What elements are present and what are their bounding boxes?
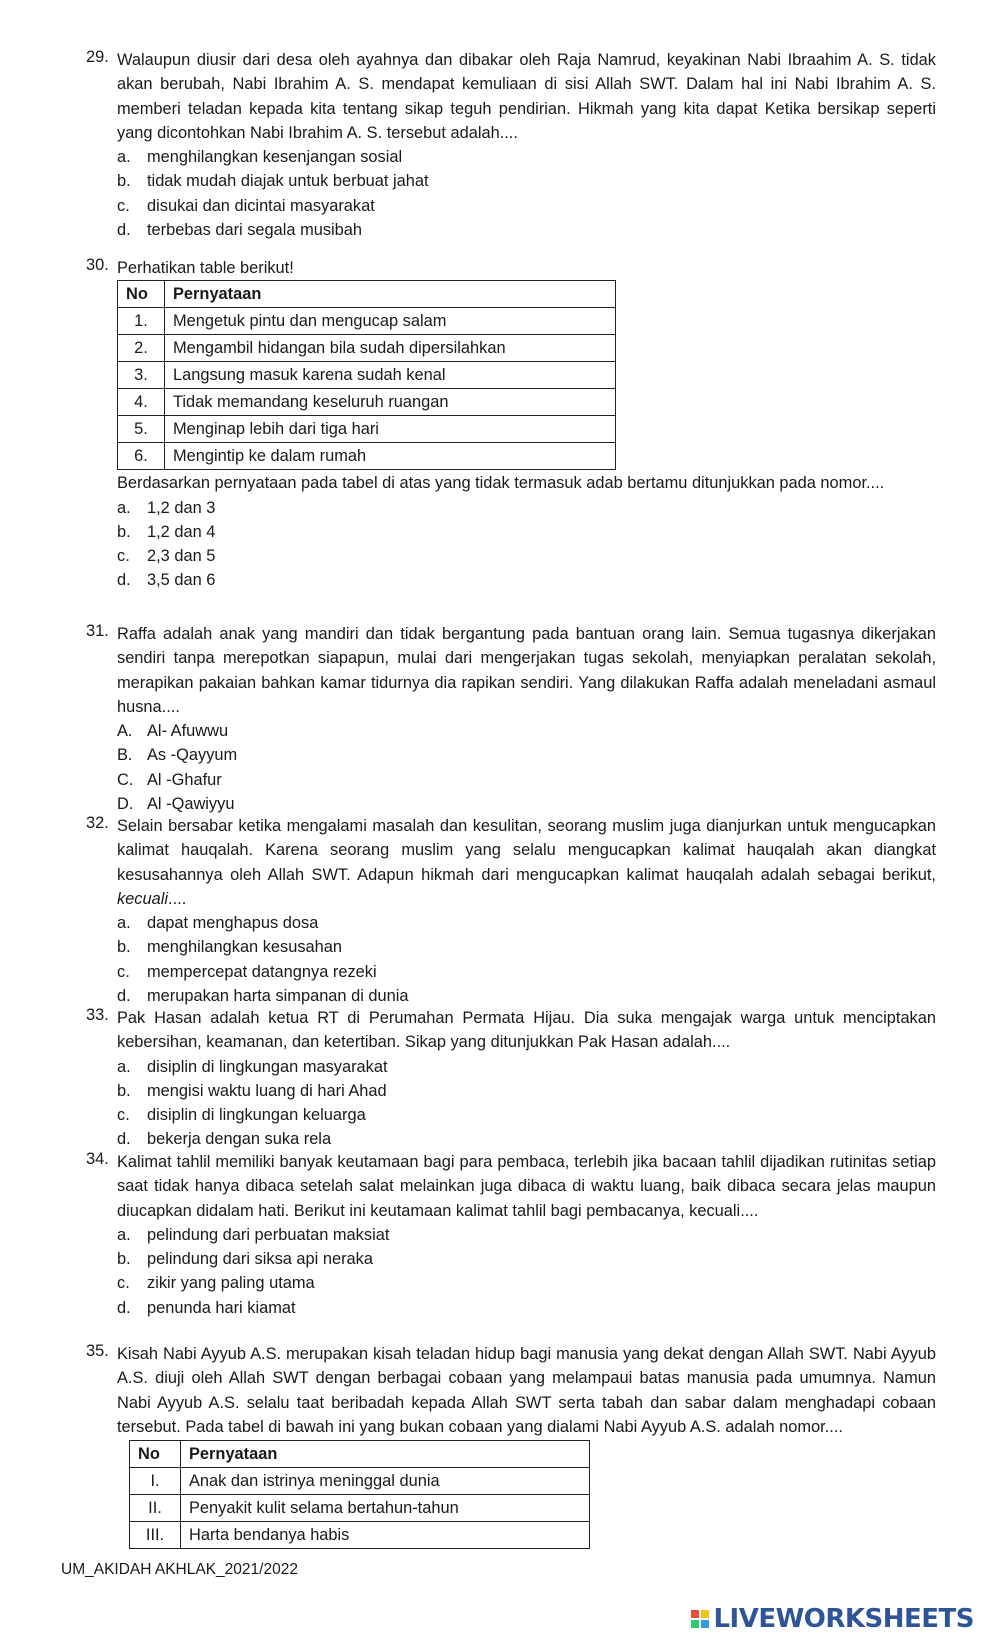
question-number: 30. [86,256,109,274]
option-letter: b. [117,172,131,191]
option-b[interactable] [117,169,936,193]
option-d[interactable] [117,792,936,816]
question-number: 35. [86,1342,109,1360]
table-row [118,443,616,470]
option-b[interactable] [117,743,936,767]
logo-grid-icon [691,1610,709,1628]
option-text: tidak mudah diajak untuk berbuat jahat [147,172,429,191]
question-stem: Perhatikan table berikut! [117,259,294,277]
trial-table [129,1440,590,1549]
question-number: 29. [86,48,109,66]
option-letter: B. [117,746,133,765]
option-text: 1,2 dan 4 [147,522,216,541]
table-row [118,416,616,443]
question-31 [86,622,936,816]
option-c[interactable] [117,768,936,792]
option-d[interactable] [117,218,936,242]
option-letter: D. [117,795,134,814]
table-cell-statement: Mengetuk pintu dan mengucap salam [165,308,616,335]
option-text: As -Qayyum [147,746,238,765]
option-text: 2,3 dan 5 [147,547,216,566]
question-number: 33. [86,1006,109,1024]
option-list [117,496,936,593]
option-b[interactable] [117,935,936,959]
option-letter: a. [117,498,131,517]
question-29 [86,48,936,242]
option-b[interactable] [117,1247,936,1271]
option-text: terbebas dari segala musibah [147,221,363,240]
option-d[interactable] [117,568,936,592]
option-text: disiplin di lingkungan masyarakat [147,1057,388,1076]
option-c[interactable] [117,194,936,218]
table-cell-statement: Menginap lebih dari tiga hari [165,416,616,443]
option-list [117,1223,936,1320]
statement-table [117,280,616,470]
option-d[interactable] [117,1127,936,1151]
option-text: disiplin di lingkungan keluarga [147,1106,366,1125]
option-letter: a. [117,1057,131,1076]
question-stem: Walaupun diusir dari desa oleh ayahnya dan dibakar oleh Raja Namrud, keyakinan Nabi Ibraahim A. S. tidak akan berubah, Nabi Ibrahim A. S. mendapat kemuliaan di sisi Allah SWT. Dalam hal ini Nabi Ibrahim A. S. memberi teladan kepada kita tentang sikap teguh pendirian. Hikmah yang kita dapat Ketika bersikap seperti yang dicontohkan Nabi Ibrahim A. S. tersebut adalah.... [117,51,936,142]
option-letter: c. [117,1106,130,1125]
question-number: 32. [86,814,109,832]
table-row [118,335,616,362]
table-row [118,308,616,335]
question-stem [117,814,936,911]
table-cell-no: II. [130,1495,181,1522]
option-letter: a. [117,1225,131,1244]
option-b[interactable] [117,520,936,544]
table-cell-statement: Anak dan istrinya meninggal dunia [181,1468,590,1495]
table-header-statement: Pernyataan [165,281,616,308]
option-list [117,1055,936,1152]
option-c[interactable] [117,1271,936,1295]
question-35 [86,1342,936,1549]
option-letter: b. [117,1081,131,1100]
option-text: mempercepat datangnya rezeki [147,962,377,981]
option-letter: d. [117,571,131,590]
option-letter: d. [117,1130,131,1149]
option-text: 3,5 dan 6 [147,571,216,590]
option-c[interactable] [117,1103,936,1127]
option-letter: c. [117,1274,130,1293]
table-row [118,389,616,416]
logo-square-yellow [701,1610,709,1618]
option-letter: b. [117,522,131,541]
option-text: disukai dan dicintai masyarakat [147,196,375,215]
option-d[interactable] [117,1296,936,1320]
table-cell-no: 2. [118,335,165,362]
table-header-row [130,1441,590,1468]
logo-square-blue [701,1620,709,1628]
page-footer: UM_AKIDAH AKHLAK_2021/2022 [61,1561,298,1578]
table-cell-no: 1. [118,308,165,335]
table-cell-no: I. [130,1468,181,1495]
table-cell-no: 3. [118,362,165,389]
option-text: Al -Ghafur [147,770,222,789]
question-number: 31. [86,622,109,640]
option-text: Al- Afuwwu [147,722,229,741]
question-number: 34. [86,1150,109,1168]
table-row [118,362,616,389]
option-text: mengisi waktu luang di hari Ahad [147,1081,387,1100]
logo-square-green [691,1620,699,1628]
option-text: Al -Qawiyyu [147,795,235,814]
option-list [117,719,936,816]
table-cell-statement: Penyakit kulit selama bertahun-tahun [181,1495,590,1522]
option-text: zikir yang paling utama [147,1274,315,1293]
option-text: 1,2 dan 3 [147,498,216,517]
option-letter: d. [117,1298,131,1317]
option-letter: d. [117,221,131,240]
option-text: dapat menghapus dosa [147,914,319,933]
option-c[interactable] [117,544,936,568]
table-row [130,1495,590,1522]
option-a[interactable] [117,1223,936,1247]
option-letter: c. [117,962,130,981]
table-cell-statement: Harta bendanya habis [181,1522,590,1549]
option-letter: a. [117,148,131,167]
table-row [130,1522,590,1549]
question-stem-end: .... [168,889,187,908]
table-row [130,1468,590,1495]
logo-square-red [691,1610,699,1618]
question-stem: Pak Hasan adalah ketua RT di Perumahan Permata Hijau. Dia suka mengajak warga untuk menciptakan kebersihan, keamanan, dan ketertiban. Sikap yang ditunjukkan Pak Hasan adalah.... [117,1009,936,1052]
question-32 [86,814,936,1008]
liveworksheets-logo[interactable] [691,1602,974,1636]
option-text: menghilangkan kesenjangan sosial [147,148,403,167]
option-text: merupakan harta simpanan di dunia [147,987,409,1006]
table-header-no: No [118,281,165,308]
option-a[interactable] [117,719,936,743]
option-letter: A. [117,722,133,741]
option-letter: d. [117,987,131,1006]
option-letter: c. [117,547,130,566]
table-cell-no: III. [130,1522,181,1549]
table-cell-statement: Mengambil hidangan bila sudah dipersilahkan [165,335,616,362]
option-a[interactable] [117,145,936,169]
option-list [117,145,936,242]
table-cell-statement: Mengintip ke dalam rumah [165,443,616,470]
option-letter: c. [117,196,130,215]
question-stem-emphasis: kecuali [117,889,169,908]
question-prompt: Berdasarkan pernyataan pada tabel di atas yang tidak termasuk adab bertamu ditunjukkan pada nomor.... [117,474,885,493]
question-stem: Kisah Nabi Ayyub A.S. merupakan kisah teladan hidup bagi manusia yang dekat dengan Allah SWT. Nabi Ayyub A.S. diuji oleh Allah SWT dengan berbagai cobaan yang melampaui batas manusia pada umumnya. Namun Nabi Ayyub A.S. selalu taat beribadah kepada Allah SWT serta tabah dan sabar dalam menghadapi cobaan tersebut. Pada tabel di bawah ini yang bukan cobaan yang dialami Nabi Ayyub A.S. adalah nomor.... [117,1345,936,1436]
option-text: menghilangkan kesusahan [147,938,343,957]
question-stem-text: Selain bersabar ketika mengalami masalah dan kesulitan, seorang muslim juga dianjurkan untuk mengucapkan kalimat hauqalah. Karena seorang muslim yang selalu mengucapkan kalimat hauqalah akan diangkat kesusahannya oleh Allah SWT. Adapun hikmah dari mengucapkan kalimat hauqalah adalah sebagai berikut, [117,817,936,884]
option-a[interactable] [117,496,936,520]
question-34 [86,1150,936,1320]
option-text: penunda hari kiamat [147,1298,296,1317]
table-cell-statement: Langsung masuk karena sudah kenal [165,362,616,389]
option-letter: b. [117,1250,131,1269]
option-b[interactable] [117,1079,936,1103]
table-cell-no: 5. [118,416,165,443]
table-header-statement: Pernyataan [181,1441,590,1468]
table-cell-no: 4. [118,389,165,416]
option-list [117,911,936,1008]
option-text: pelindung dari perbuatan maksiat [147,1225,390,1244]
option-letter: C. [117,770,134,789]
table-cell-no: 6. [118,443,165,470]
table-header-row [118,281,616,308]
question-33 [86,1006,936,1152]
question-stem: Kalimat tahlil memiliki banyak keutamaan bagi para pembaca, terlebih jika bacaan tahlil dijadikan rutinitas setiap saat tidak hanya dibaca setelah salat melainkan juga dibaca di waktu luang, baik dibaca secara jelas maupun diucapkan didalam hati. Berikut ini keutamaan kalimat tahlil bagi pembacanya, kecuali.... [117,1153,936,1220]
logo-wordmark: LIVEWORKSHEETS [713,1604,974,1634]
option-letter: b. [117,938,131,957]
question-30 [86,256,936,593]
option-text: bekerja dengan suka rela [147,1130,332,1149]
option-letter: a. [117,914,131,933]
question-stem: Raffa adalah anak yang mandiri dan tidak bergantung pada bantuan orang lain. Semua tugasnya dikerjakan sendiri tanpa merepotkan siapapun, mulai dari mengerjakan tugas sekolah, menyiapkan peralatan sekolah, merapikan pakaian bahkan kamar tidurnya dia rapikan sendiri. Yang dilakukan Raffa adalah meneladani asmaul husna.... [117,625,936,716]
option-a[interactable] [117,1055,936,1079]
table-cell-statement: Tidak memandang keseluruh ruangan [165,389,616,416]
option-a[interactable] [117,911,936,935]
table-header-no: No [130,1441,181,1468]
option-text: pelindung dari siksa api neraka [147,1250,373,1269]
option-c[interactable] [117,960,936,984]
option-d[interactable] [117,984,936,1008]
